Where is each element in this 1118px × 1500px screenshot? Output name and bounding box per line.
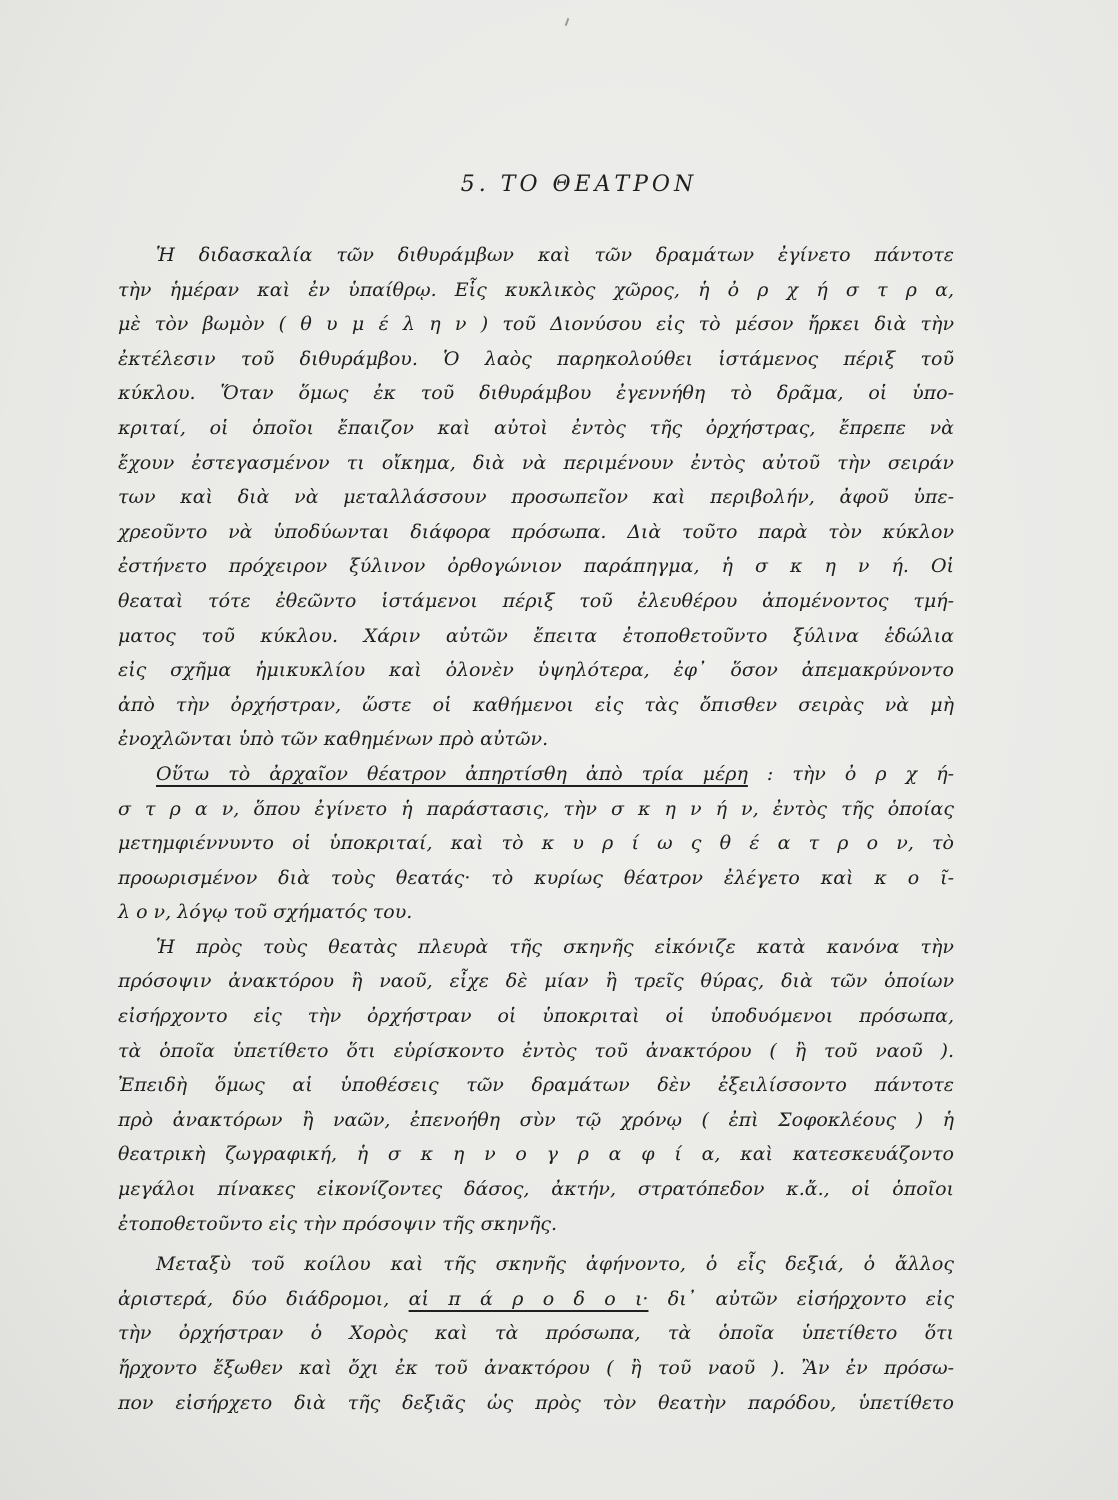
text-line: πον εἰσήρχετο διὰ τῆς δεξιᾶς ὡς πρὸς τὸν θεατὴν παρόδου, ὑπετίθετο bbox=[118, 1391, 954, 1414]
text-line: τὴν ἡμέραν καὶ ἐν ὑπαίθρῳ. Εἷς κυκλικὸς χῶρος, ἡ ὀ ρ χ ή σ τ ρ α, bbox=[118, 278, 954, 301]
text-line: ἔχουν ἐστεγασμένον τι οἴκημα, διὰ νὰ περιμένουν ἐντὸς αὐτοῦ τὴν σειράν bbox=[118, 451, 954, 474]
text-line bbox=[118, 1282, 954, 1317]
text-line: λ ο ν, λόγῳ τοῦ σχήματός του. bbox=[118, 901, 413, 924]
text-line: εἰς σχῆμα ἡμικυκλίου καὶ ὁλονὲν ὑψηλότερα, ἐφ᾽ ὅσον ἀπεμακρύνοντο bbox=[118, 659, 954, 682]
text-line: Ἐπειδὴ ὅμως αἱ ὑποθέσεις τῶν δραμάτων δὲν ἐξειλίσσοντο πάντοτε bbox=[118, 1074, 954, 1097]
text-line: προωρισμένον διὰ τοὺς θεατάς· τὸ κυρίως θέατρον ἐλέγετο καὶ κ ο ῖ- bbox=[118, 866, 954, 889]
text-line: μὲ τὸν βωμὸν ( θ υ μ έ λ η ν ) τοῦ Διονύσου εἰς τὸ μέσον ἤρκει διὰ τὴν bbox=[118, 313, 954, 336]
text-line: κύκλου. Ὅταν ὅμως ἐκ τοῦ διθυράμβου ἐγεννήθη τὸ δρᾶμα, οἱ ὑπο- bbox=[118, 382, 954, 405]
body-text bbox=[118, 238, 954, 1420]
text-line: εἰσήρχοντο εἰς τὴν ὀρχήστραν οἱ ὑποκριταὶ οἱ ὑποδυόμενοι πρόσωπα, bbox=[118, 1005, 954, 1028]
text-line: θεαταὶ τότε ἐθεῶντο ἱστάμενοι πέριξ τοῦ ἐλευθέρου ἀπομένοντος τμή- bbox=[118, 589, 954, 612]
text-line: ἐτοποθετοῦντο εἰς τὴν πρόσοψιν τῆς σκηνῆς. bbox=[118, 1212, 558, 1235]
text-line: Μεταξὺ τοῦ κοίλου καὶ τῆς σκηνῆς ἀφήνοντο, ὁ εἷς δεξιά, ὁ ἄλλος bbox=[156, 1253, 954, 1276]
text-line: τὰ ὁποῖα ὑπετίθετο ὅτι εὑρίσκοντο ἐντὸς τοῦ ἀνακτόρου ( ἢ τοῦ ναοῦ ). bbox=[118, 1039, 954, 1062]
text-line: θεατρικὴ ζωγραφική, ἡ σ κ η ν ο γ ρ α φ ί α, καὶ κατεσκευάζοντο bbox=[118, 1143, 954, 1166]
text-line: πρὸ ἀνακτόρων ἢ ναῶν, ἐπενοήθη σὺν τῷ χρόνῳ ( ἐπὶ Σοφοκλέους ) ἡ bbox=[118, 1108, 954, 1131]
underlined-phrase: αἱ π ά ρ ο δ ο ι· bbox=[408, 1287, 649, 1310]
underlined-phrase: Οὕτω τὸ ἀρχαῖον θέατρον ἀπηρτίσθη ἀπὸ τρία μέρη bbox=[156, 762, 748, 785]
text-line: σ τ ρ α ν, ὅπου ἐγίνετο ἡ παράστασις, τὴν σ κ η ν ή ν, ἐντὸς τῆς ὁποίας bbox=[118, 797, 954, 820]
text-line: κριταί, οἱ ὁποῖοι ἔπαιζον καὶ αὐτοὶ ἐντὸς τῆς ὀρχήστρας, ἔπρεπε νὰ bbox=[118, 416, 954, 439]
text-line: χρεοῦντο νὰ ὑποδύωνται διάφορα πρόσωπα. Διὰ τοῦτο παρὰ τὸν κύκλον bbox=[118, 520, 954, 543]
scan-speck bbox=[565, 18, 570, 26]
text-line: των καὶ διὰ νὰ μεταλλάσσουν προσωπεῖον καὶ περιβολήν, ἀφοῦ ὑπε- bbox=[118, 486, 954, 509]
text-line: τὴν ὀρχήστραν ὁ Χορὸς καὶ τὰ πρόσωπα, τὰ ὁποῖα ὑπετίθετο ὅτι bbox=[118, 1322, 954, 1345]
text-fragment: ἀριστερά, δύο διάδρομοι, bbox=[118, 1287, 409, 1310]
text-line: πρόσοψιν ἀνακτόρου ἢ ναοῦ, εἶχε δὲ μίαν ἢ τρεῖς θύρας, διὰ τῶν ὁποίων bbox=[118, 970, 954, 993]
text-line: μεγάλοι πίνακες εἰκονίζοντες δάσος, ἀκτήν, στρατόπεδον κ.ἄ., οἱ ὁποῖοι bbox=[118, 1178, 954, 1201]
text-line: Ἡ διδασκαλία τῶν διθυράμβων καὶ τῶν δραμάτων ἐγίνετο πάντοτε bbox=[156, 244, 954, 266]
text-line: ἤρχοντο ἔξωθεν καὶ ὄχι ἐκ τοῦ ἀνακτόρου ( ἢ τοῦ ναοῦ ). Ἂν ἐν πρόσω- bbox=[118, 1357, 954, 1379]
section-heading: 5. ΤΟ ΘΕΑΤΡΟΝ bbox=[460, 172, 698, 197]
text-line: ἐνοχλῶνται ὑπὸ τῶν καθημένων πρὸ αὐτῶν. bbox=[118, 728, 549, 751]
text-line bbox=[118, 757, 954, 792]
text-line: ἀπὸ τὴν ὀρχήστραν, ὥστε οἱ καθήμενοι εἰς τὰς ὄπισθεν σειρὰς νὰ μὴ bbox=[118, 693, 954, 716]
text-line: Ἡ πρὸς τοὺς θεατὰς πλευρὰ τῆς σκηνῆς εἰκόνιζε κατὰ κανόνα τὴν bbox=[156, 935, 954, 958]
text-line: ἐστήνετο πρόχειρον ξύλινον ὀρθογώνιον παράπηγμα, ἡ σ κ η ν ή. Οἱ bbox=[118, 555, 954, 578]
text-fragment: δι᾽ αὐτῶν εἰσήρχοντο εἰς bbox=[648, 1287, 954, 1310]
text-line: ἐκτέλεσιν τοῦ διθυράμβου. Ὁ λαὸς παρηκολούθει ἱστάμενος πέριξ τοῦ bbox=[118, 347, 954, 370]
text-fragment: : τὴν ὀ ρ χ ή- bbox=[747, 762, 955, 785]
text-line: μετημφιέννυντο οἱ ὑποκριταί, καὶ τὸ κ υ ρ ί ω ς θ έ α τ ρ ο ν, τὸ bbox=[118, 832, 954, 855]
text-line: ματος τοῦ κύκλου. Χάριν αὐτῶν ἔπειτα ἐτοποθετοῦντο ξύλινα ἑδώλια bbox=[118, 624, 954, 647]
